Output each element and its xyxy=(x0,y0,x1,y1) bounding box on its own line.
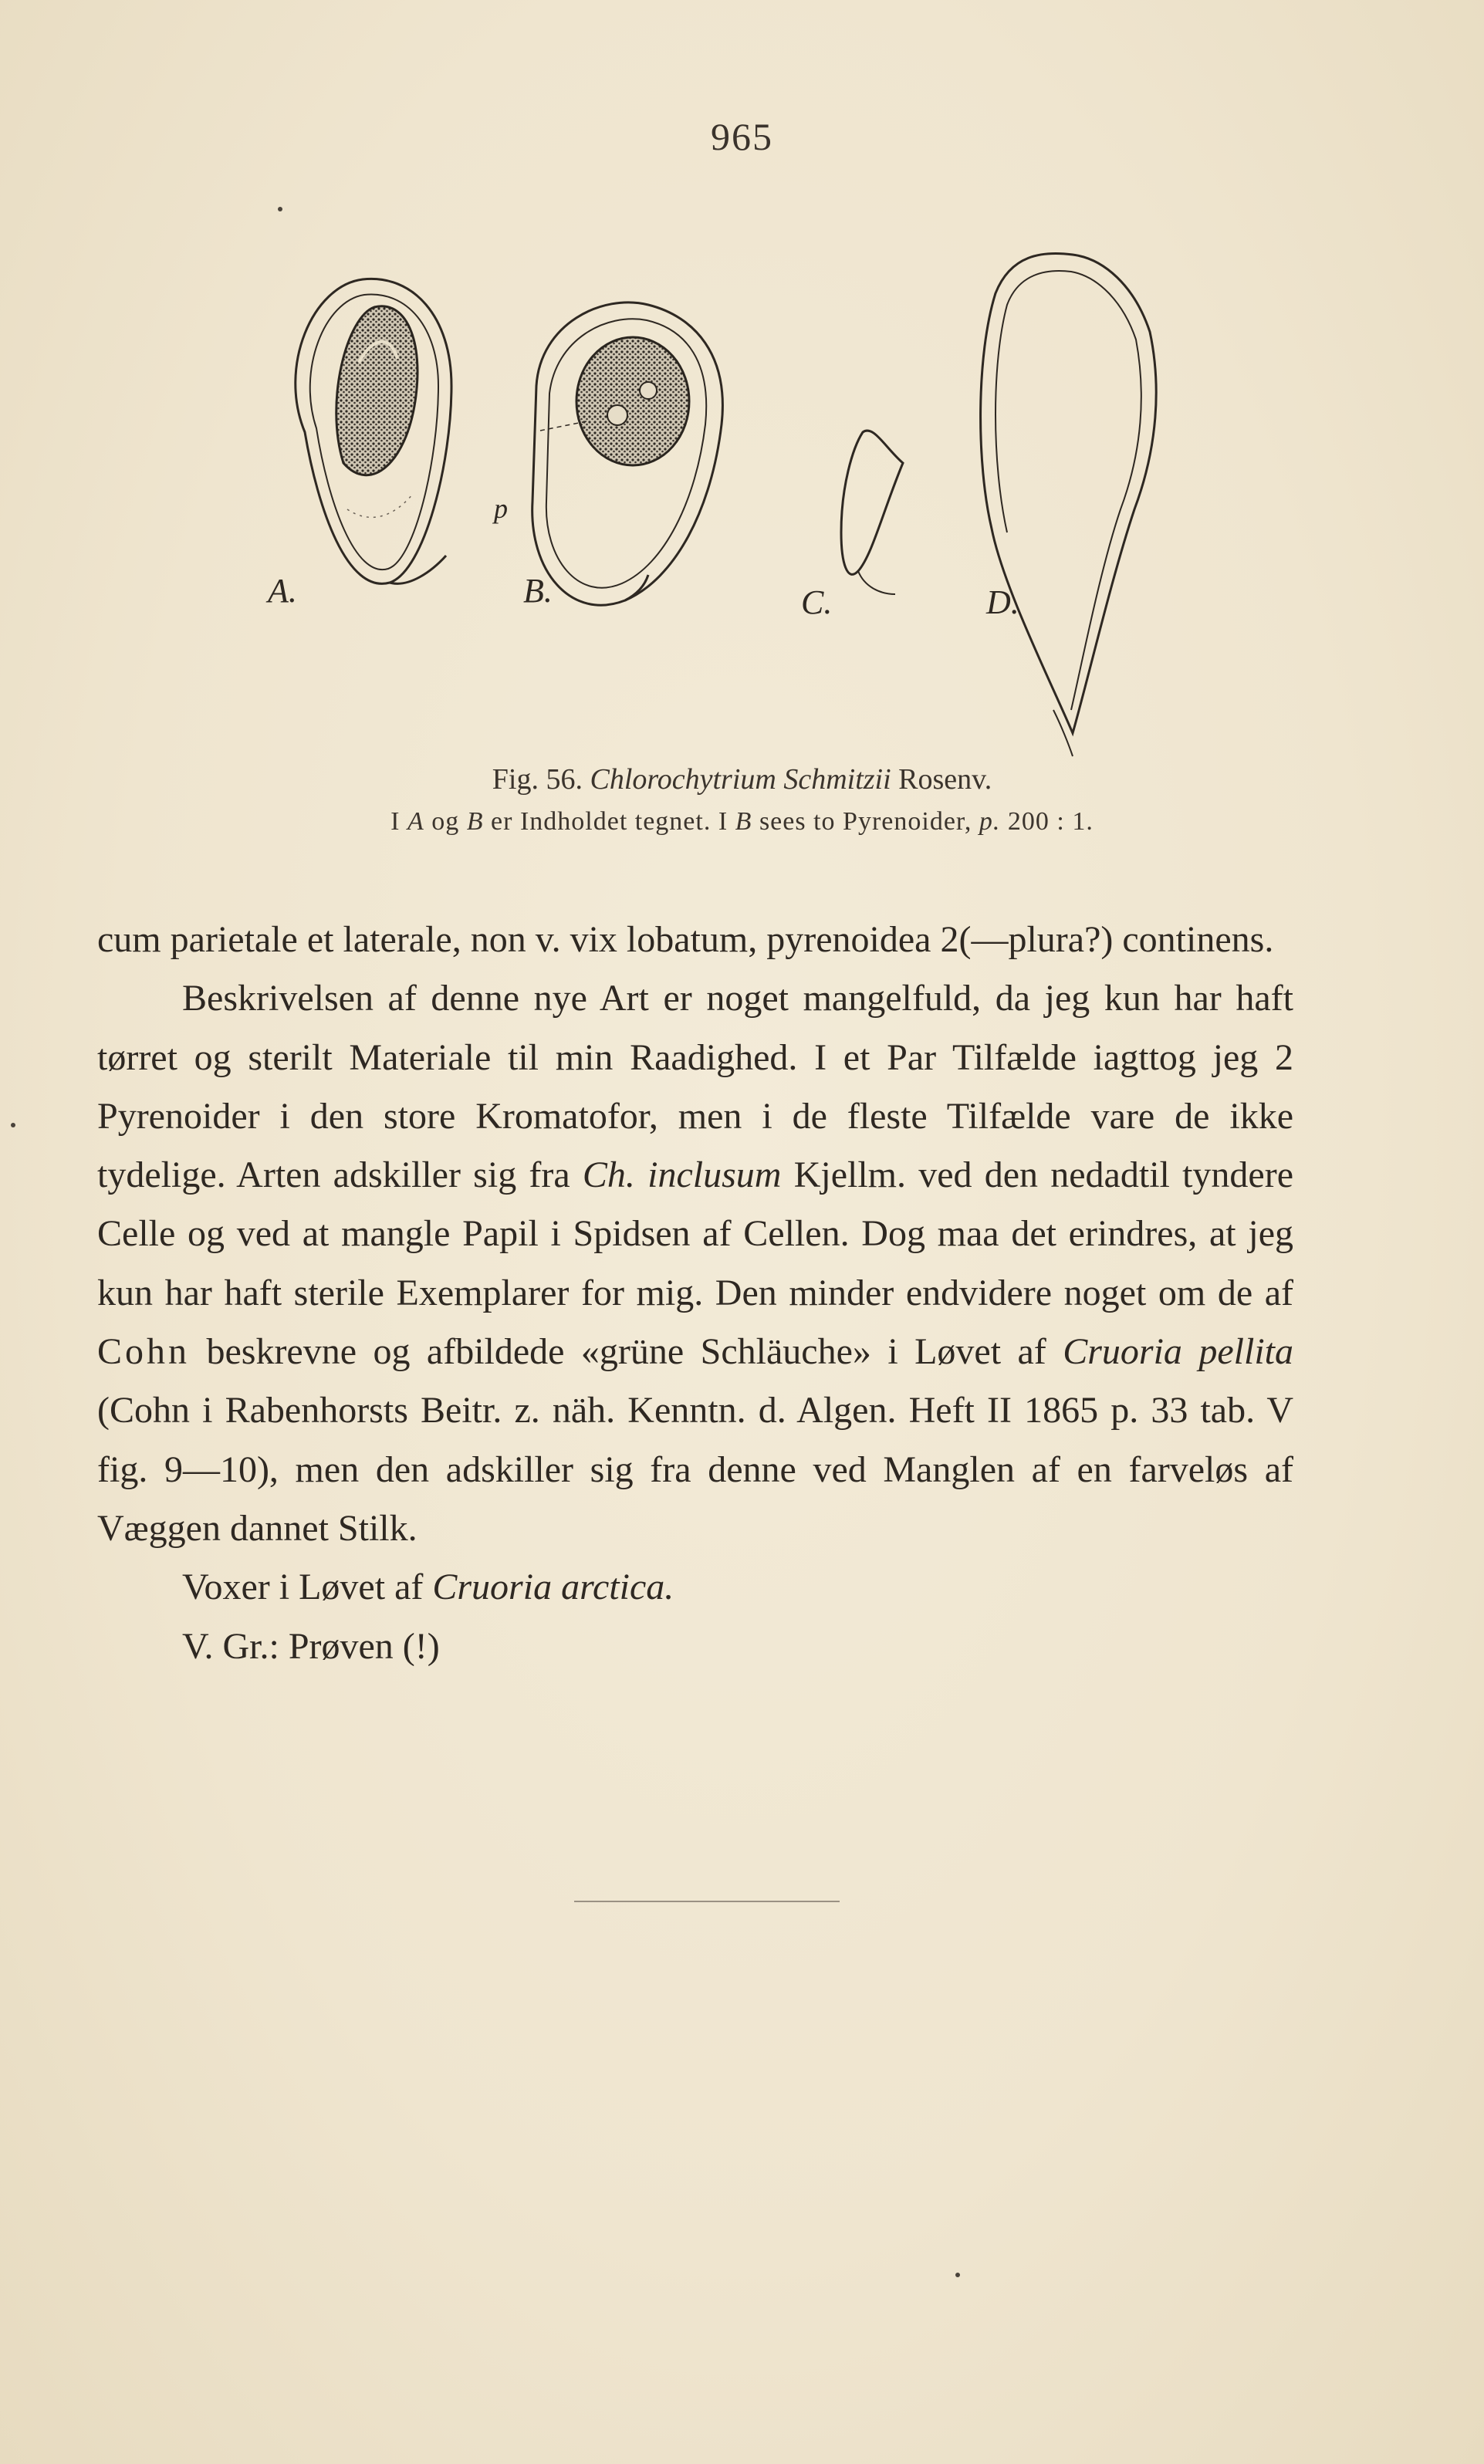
caption-fig-number: Fig. 56. xyxy=(492,763,583,796)
label-d: D. xyxy=(986,583,1019,621)
caption-rest: sees to Pyrenoider, xyxy=(759,807,972,836)
caption-mid: er Indholdet tegnet. I xyxy=(491,807,728,836)
cell-d-drawing xyxy=(981,253,1157,756)
figure-caption-title xyxy=(0,762,1484,796)
taxon-cruoria-arctica: Cruoria arctica. xyxy=(432,1567,674,1608)
paragraph-description xyxy=(97,969,1293,1558)
figure-56 xyxy=(232,232,1235,764)
print-speck xyxy=(11,1123,15,1127)
print-speck xyxy=(278,207,282,211)
caption-scale: 200 : 1. xyxy=(1007,807,1094,836)
caption-a: A xyxy=(407,807,424,836)
section-divider xyxy=(574,1901,840,1902)
cell-c-drawing xyxy=(841,431,903,594)
taxon-ch-inclusum: Ch. inclusum xyxy=(582,1154,782,1196)
page-number: 965 xyxy=(711,115,773,158)
paragraph-diagnosis: cum parietale et laterale, non v. vix lobatum, pyrenoidea 2(—plura?) continens. xyxy=(97,919,1274,960)
caption-part1: I xyxy=(390,807,401,836)
cell-b-drawing xyxy=(532,303,723,605)
label-p-pyrenoid: p xyxy=(494,493,508,524)
description-part-b: Kjellm. ved den nedadtil tyndere Celle og ved at mangle Papil i Spidsen af Cellen. Dog maa det erindres, at jeg kun har haft sterile Exemplarer for mig. Den minder endvidere noget om de af xyxy=(97,1154,1294,1313)
paragraph-locality: V. Gr.: Prøven (!) xyxy=(182,1625,440,1667)
paragraph-habitat xyxy=(97,1558,1293,1617)
label-c: C. xyxy=(801,583,833,621)
description-part-d: (Cohn i Rabenhorsts Beitr. z. näh. Kenntn. d. Algen. Heft II 1865 p. 33 tab. V fig. 9—10), men den adskiller sig fra denne ved Manglen af en farveløs af Væggen dannet Stilk. xyxy=(97,1390,1293,1549)
label-a: A. xyxy=(268,572,297,610)
caption-b: B xyxy=(466,807,484,836)
print-speck xyxy=(955,2273,960,2277)
chlorochytrium-illustration xyxy=(232,232,1235,764)
label-b: B. xyxy=(523,572,553,610)
caption-og: og xyxy=(431,807,460,836)
caption-p: p. xyxy=(979,807,1001,836)
description-part-a: Beskrivelsen af denne nye Art er noget mangelfuld, da jeg kun har haft tørret og sterilt Materiale til min Raadighed. I et Par Tilfælde iagttog jeg 2 Pyrenoider i den store Kromatofor, men i de fleste Tilfælde vare de ikke tydelige. Arten adskiller sig fra xyxy=(97,978,1293,1196)
habitat-text: Voxer i Løvet af xyxy=(182,1567,424,1608)
caption-b2: B xyxy=(735,807,752,836)
cell-a-drawing xyxy=(296,279,451,583)
caption-species: Chlorochytrium Schmitzii xyxy=(590,763,891,796)
body-text xyxy=(97,911,1293,1676)
figure-caption-description xyxy=(0,807,1484,837)
author-cohn: Cohn xyxy=(97,1331,191,1373)
taxon-cruoria-pellita: Cruoria pellita xyxy=(1063,1331,1294,1373)
caption-author: Rosenv. xyxy=(898,763,992,796)
description-part-c: beskrevne og afbildede «grüne Schläuche» i Løvet af xyxy=(206,1331,1046,1373)
